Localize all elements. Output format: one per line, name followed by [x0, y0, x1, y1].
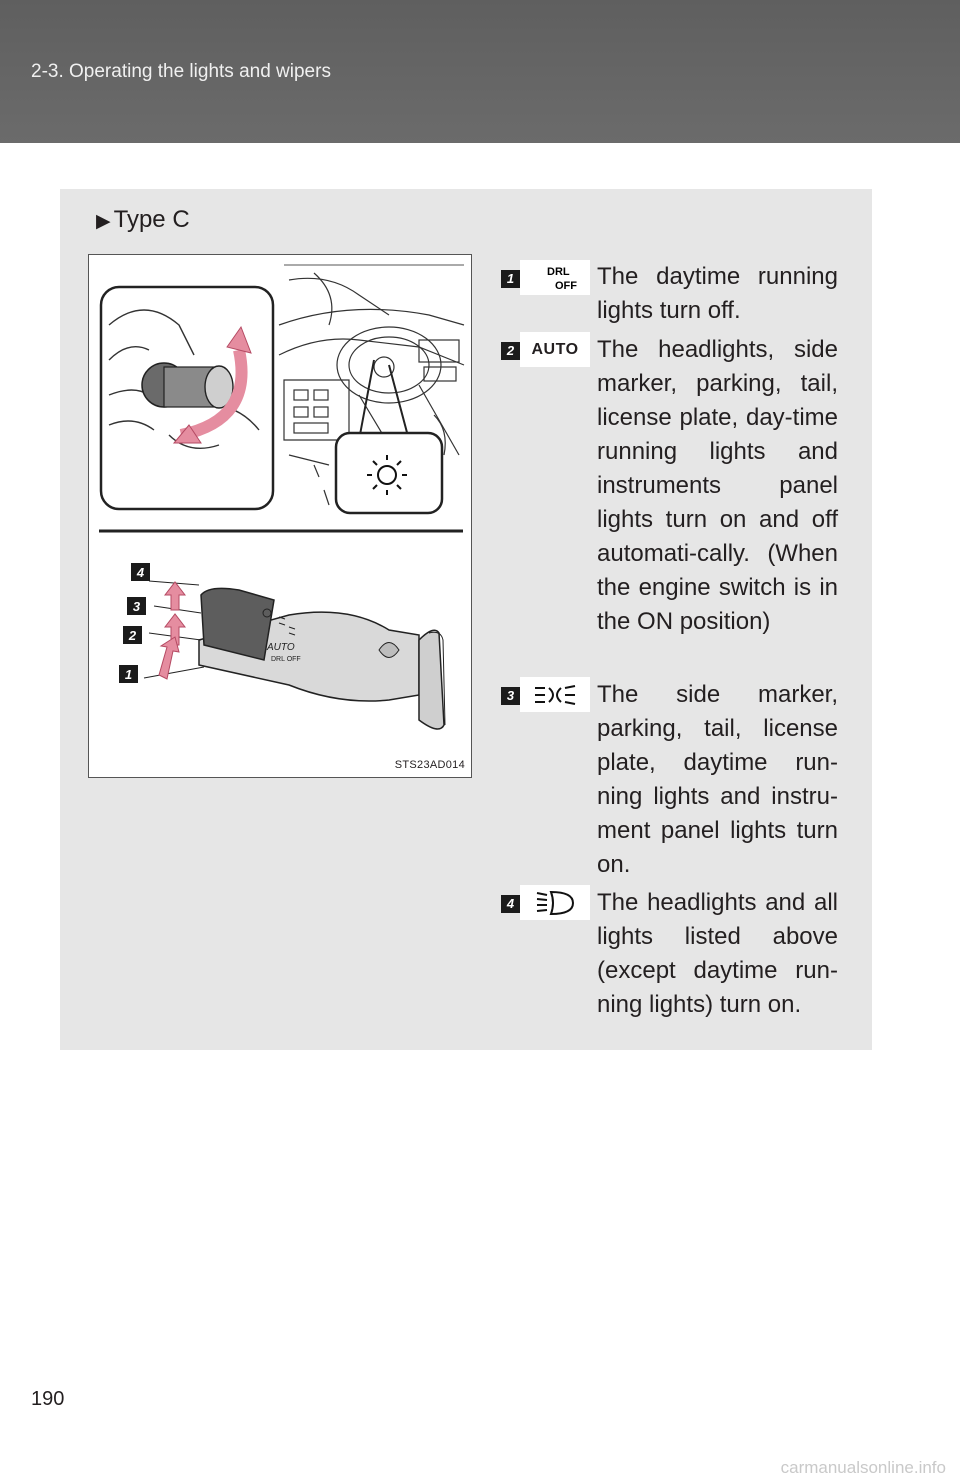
type-label — [96, 206, 190, 234]
item-1-badge: 1 — [501, 270, 520, 288]
figure-callout-1: 1 — [124, 667, 133, 682]
page-header — [0, 0, 960, 143]
auto-icon: AUTO — [520, 332, 590, 367]
figure-callout-4: 4 — [136, 565, 145, 580]
item-2-badge: 2 — [501, 342, 520, 360]
page-number: 190 — [31, 1388, 65, 1410]
illustration-drawing — [89, 255, 471, 777]
item-3-text: The side marker, parking, tail, license plate, daytime run-ning lights and instru-ment panel lights turn on. — [597, 681, 838, 878]
svg-text:DRL: DRL — [547, 265, 570, 278]
stalk-drl-label: DRL OFF — [271, 656, 301, 663]
triangle-bullet-icon: ▶ — [96, 211, 111, 232]
svg-text:OFF: OFF — [555, 279, 577, 292]
drl-off-icon — [520, 260, 590, 295]
light-switch-stalk — [199, 588, 445, 729]
watermark: carmanualsonline.info — [780, 1458, 946, 1477]
side-marker-lights-icon — [520, 677, 590, 712]
type-label-text: Type C — [113, 206, 190, 233]
item-1-text: The daytime running lights turn off. — [597, 263, 838, 324]
item-2-text: The headlights, side marker, parking, tail, license plate, day-time running lights and instruments panel lights turn on and off automati-cally. (When the engine switch is in the ON position) — [597, 336, 838, 635]
switch-illustration — [88, 254, 472, 778]
item-3-badge: 3 — [501, 687, 520, 705]
figure-callout-3: 3 — [132, 599, 141, 614]
item-4-badge: 4 — [501, 895, 520, 913]
item-4-text: The headlights and all lights listed above (except daytime run-ning lights) turn on. — [597, 889, 838, 1018]
headlights-icon — [520, 885, 590, 920]
figure-code: STS23AD014 — [394, 759, 465, 771]
figure-callouts — [119, 563, 150, 683]
section-title: 2-3. Operating the lights and wipers — [31, 61, 331, 82]
stalk-auto-label: AUTO — [267, 642, 295, 653]
position-arrows — [159, 582, 185, 679]
figure-callout-2: 2 — [128, 628, 137, 643]
headlight-symbol-callout — [336, 433, 442, 513]
